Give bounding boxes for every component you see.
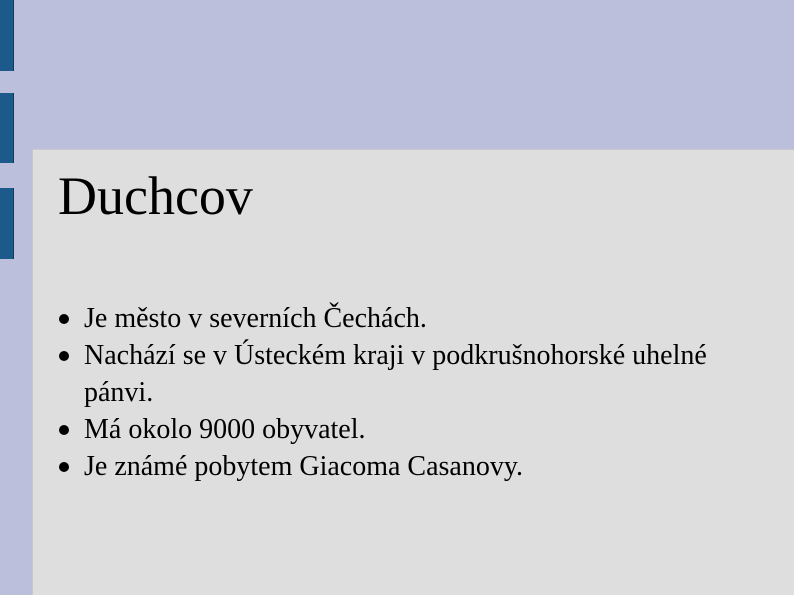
bullet-text: Je známé pobytem Giacoma Casanovy. [84,451,524,482]
bullet-text: Nachází se v Ústeckém kraji v podkrušnohorské uhelné pánvi. [84,340,707,408]
bullet-dot-icon [59,462,69,472]
bullet-dot-icon [59,351,69,361]
bullet-dot-icon [59,425,69,435]
bullet-item [58,448,758,485]
decorative-side-bar-top [0,0,14,71]
bullet-list [58,300,758,485]
bullet-dot-icon [59,314,69,324]
bullet-text: Je město v severních Čechách. [84,303,427,334]
bullet-item [58,300,758,337]
slide-title: Duchcov [58,166,253,226]
decorative-side-bar-middle [0,93,14,163]
bullet-text: Má okolo 9000 obyvatel. [84,414,366,445]
bullet-item [58,411,758,448]
bullet-item [58,337,758,411]
decorative-side-bar-bottom [0,188,14,259]
